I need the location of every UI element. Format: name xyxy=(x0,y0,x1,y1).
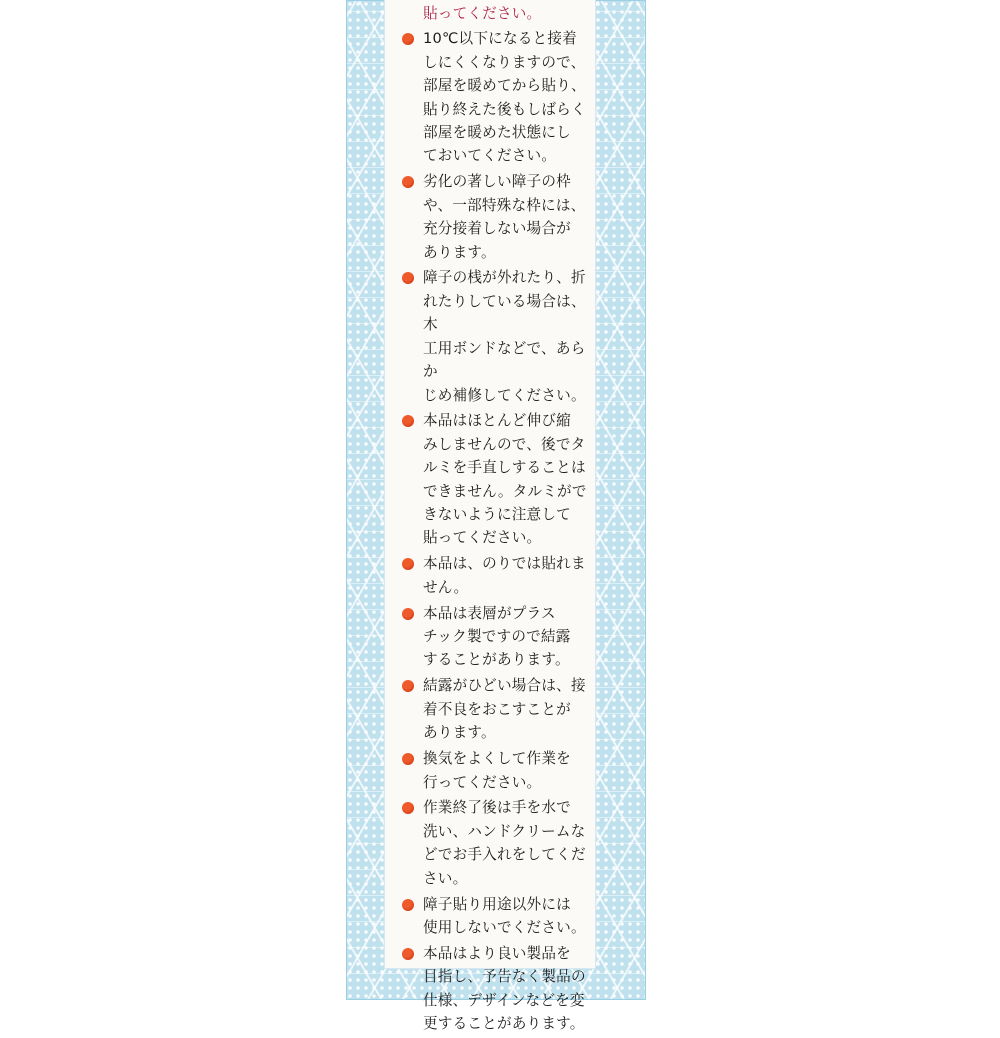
bullet-dot-icon xyxy=(402,33,414,45)
caution-item-text: 結露がひどい場合は、接 着不良をおこすことが あります。 xyxy=(423,677,586,742)
caution-item xyxy=(398,674,598,744)
caution-item-text: 10℃以下になると接着 しにくくなりますので、 部屋を暖めてから貼り、 貼り終えた後もしばらく 部屋を暖めた状態にし ておいてください。 xyxy=(423,30,586,165)
caution-item-text: 劣化の著しい障子の枠 や、一部特殊な枠には、 充分接着しない場合が あります。 xyxy=(423,173,586,261)
bullet-dot-icon xyxy=(402,176,414,188)
caution-item-text: 本品は表層がプラス チック製ですので結露 することがあります。 xyxy=(423,604,571,669)
bullet-dot-icon xyxy=(402,802,414,814)
caution-item xyxy=(398,893,598,940)
bullet-dot-icon xyxy=(402,272,414,284)
caution-item-text: 本品は、のりでは貼れま せん。 xyxy=(423,555,586,596)
caution-item xyxy=(398,409,598,549)
caution-item xyxy=(398,942,598,1036)
caution-item-text: 障子の桟が外れたり、折 れたりしている場合は、木 工用ボンドなどで、あらか じめ補修してください。 xyxy=(423,269,586,404)
caution-item-text: 本品はより良い製品を 目指し、予告なく製品の 仕様、デザインなどを変 更することがあります。 xyxy=(423,944,586,1033)
caution-item-text: 障子貼り用途以外には 使用しないでください。 xyxy=(423,895,586,936)
caution-item-text: 換気をよくして作業を 行ってください。 xyxy=(423,750,571,791)
bullet-dot-icon xyxy=(402,415,414,427)
bullet-dot-icon xyxy=(402,558,414,570)
bullet-dot-icon xyxy=(402,948,414,960)
bullet-dot-icon xyxy=(402,899,414,911)
bullet-dot-icon xyxy=(402,753,414,765)
caution-list xyxy=(398,2,598,1038)
caution-item xyxy=(398,266,598,406)
bullet-dot-icon xyxy=(402,608,414,620)
caution-item xyxy=(398,602,598,672)
continued-line: 貼ってください。 xyxy=(423,5,542,22)
caution-item-text: 本品はほとんど伸び縮 みしませんので、後でタ ルミを手直しすることは できません。タルミがで きないように注意して 貼ってください。 xyxy=(423,412,587,547)
caution-item-text: 作業終了後は手を水で 洗い、ハンドクリームな どでお手入れをしてくだ さい。 xyxy=(423,799,586,887)
bullet-dot-icon xyxy=(402,680,414,692)
caution-item xyxy=(398,170,598,264)
caution-item xyxy=(398,27,598,167)
caution-item xyxy=(398,747,598,794)
caution-item xyxy=(398,552,598,599)
caution-item xyxy=(398,796,598,890)
